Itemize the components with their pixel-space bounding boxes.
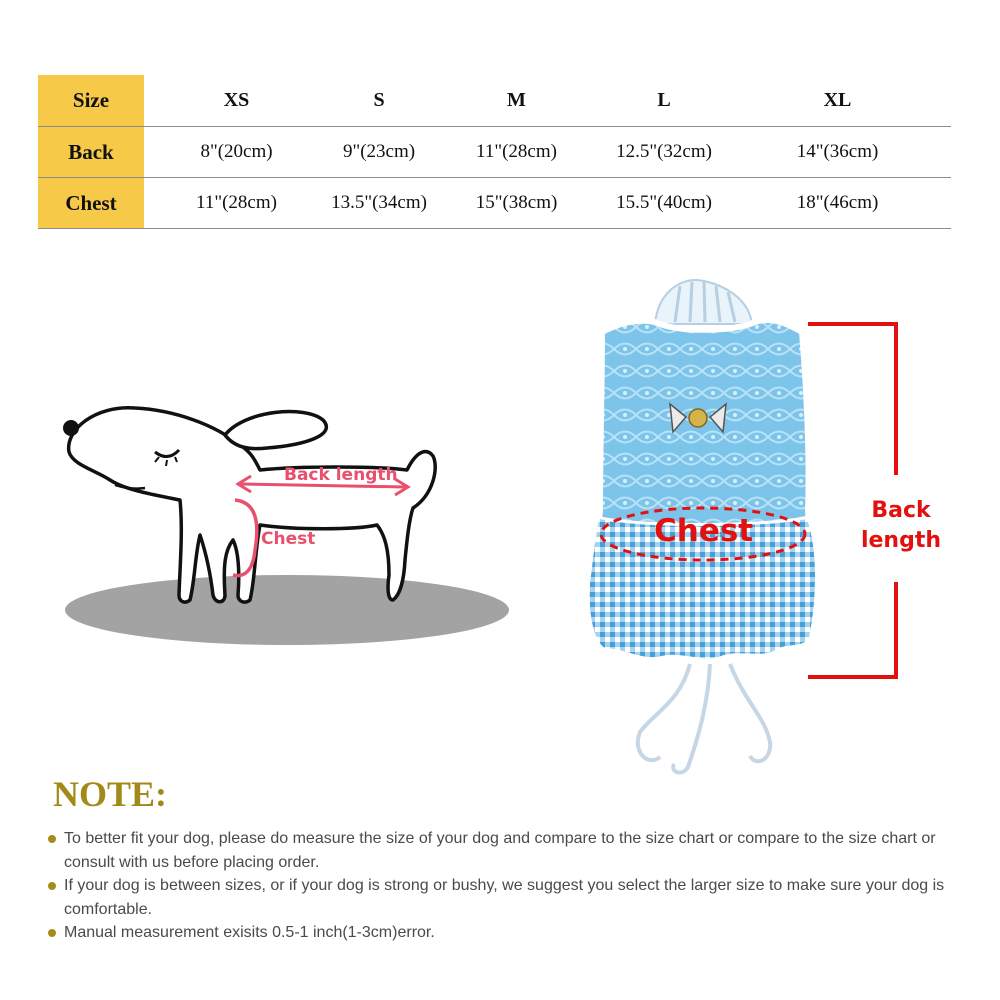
- size-header-row: [38, 75, 951, 127]
- dog-shadow: [65, 575, 509, 645]
- dog-ear: [225, 412, 326, 449]
- bullet-dot: [48, 929, 56, 937]
- dog-nose: [63, 420, 79, 436]
- dress-back-label-line2: length: [860, 528, 942, 553]
- note-item: [48, 921, 973, 945]
- note-title: NOTE:: [53, 774, 168, 814]
- chest-row-label: Chest: [38, 178, 144, 229]
- dress-chest-label: Chest: [654, 513, 754, 549]
- note-list: [48, 827, 973, 945]
- note-item-text: If your dog is between sizes, or if your dog is strong or bushy, we suggest you select the larger size to make sure your dog is comfortable.: [64, 877, 945, 918]
- size-m: M: [429, 75, 604, 127]
- chest-xs-value: 11"(28cm): [144, 178, 329, 229]
- size-l: L: [604, 75, 724, 127]
- size-xl: XL: [724, 75, 951, 127]
- dog-measurement-illustration: [55, 390, 525, 660]
- stand-legs: [638, 664, 770, 773]
- size-chart-table: [38, 75, 951, 229]
- chest-xl-value: 18"(46cm): [724, 178, 951, 229]
- bullet-dot: [48, 835, 56, 843]
- note-item-text: To better fit your dog, please do measure the size of your dog and compare to the size chart or compare to the size chart or consult with us before placing order.: [64, 830, 936, 871]
- dress-back-label-line1: Back: [871, 498, 931, 523]
- back-l-value: 12.5"(32cm): [604, 127, 724, 178]
- back-m-value: 11"(28cm): [429, 127, 604, 178]
- chest-m-value: 15"(38cm): [429, 178, 604, 229]
- chest-l-value: 15.5"(40cm): [604, 178, 724, 229]
- chest-s-value: 13.5"(34cm): [329, 178, 429, 229]
- back-xs-value: 8"(20cm): [144, 127, 329, 178]
- chest-row: [38, 178, 951, 229]
- size-xs: XS: [144, 75, 329, 127]
- note-item: [48, 874, 973, 921]
- dog-drawing: [55, 390, 525, 660]
- size-header-label: Size: [38, 75, 144, 127]
- dress-back-length-label: [842, 496, 960, 556]
- note-item-text: Manual measurement exisits 0.5-1 inch(1-3cm)error.: [64, 924, 435, 941]
- size-s: S: [329, 75, 429, 127]
- bullet-dot: [48, 882, 56, 890]
- back-row-label: Back: [38, 127, 144, 178]
- back-row: [38, 127, 951, 178]
- back-xl-value: 14"(36cm): [724, 127, 951, 178]
- note-item: [48, 827, 973, 874]
- dog-chest-label: Chest: [261, 529, 316, 549]
- dog-back-length-label: Back length: [284, 465, 398, 485]
- back-s-value: 9"(23cm): [329, 127, 429, 178]
